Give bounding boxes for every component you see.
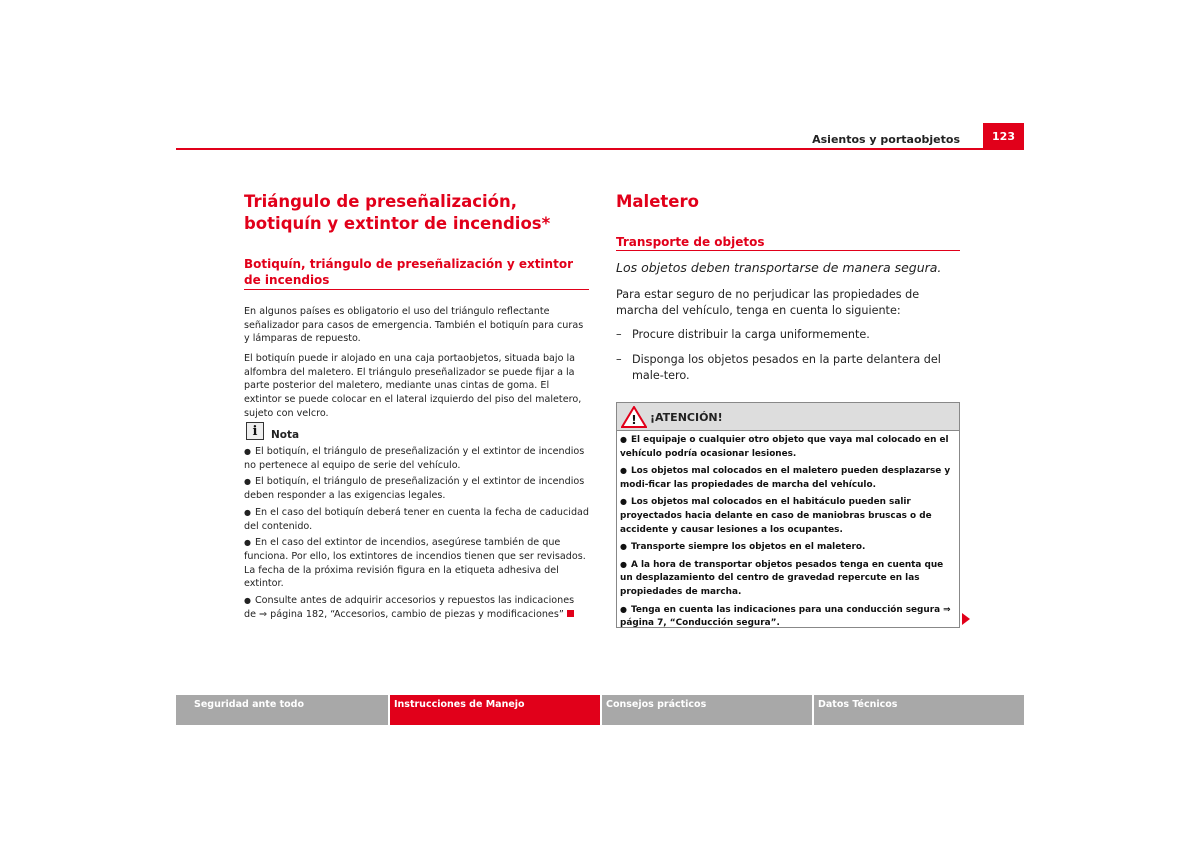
warning-list xyxy=(620,433,956,634)
warning-triangle-icon xyxy=(621,406,647,428)
warning-item: ● Los objetos mal colocados en el habitáculo pueden salir proyectados hacia delante en caso de maniobras bruscas o de accidente y causar lesiones a los ocupantes. xyxy=(620,497,932,535)
tab-datos-tecnicos[interactable]: Datos Técnicos xyxy=(814,695,1024,725)
warning-item: ● A la hora de transportar objetos pesados tenga en cuenta que un desplazamiento del centro de gravedad repercute en las propiedades de marcha. xyxy=(620,559,944,597)
tab-consejos[interactable]: Consejos prácticos xyxy=(602,695,812,725)
note-item xyxy=(244,594,589,621)
warning-title: ¡ATENCIÓN! xyxy=(650,411,723,424)
section-subtitle: Transporte de objetos xyxy=(616,235,765,249)
warning-box xyxy=(616,402,960,628)
svg-text:!: ! xyxy=(631,413,637,427)
warning-item xyxy=(620,603,956,631)
header-rule xyxy=(176,148,1024,150)
warning-header xyxy=(617,403,959,431)
subtitle-rule xyxy=(244,289,589,290)
subtitle-rule xyxy=(616,250,960,251)
section-end-marker xyxy=(567,610,574,617)
dash-marker: – xyxy=(616,353,622,366)
note-item: ● El botiquín, el triángulo de preseñalización y el extintor de incendios deben responder a las exigencias legales. xyxy=(244,476,585,502)
note-item: ● En el caso del extintor de incendios, asegúrese también de que funciona. Por ello, los extintores de incendios tienen que ser revisados. La fecha de la próxima revisión figura en la etiqueta adhesiva del extintor. xyxy=(244,537,586,590)
bullet-icon: ● xyxy=(620,542,627,552)
info-icon: i xyxy=(246,422,264,440)
running-header-title: Asientos y portaobjetos xyxy=(812,133,960,146)
warning-item: ● El equipaje o cualquier otro objeto que vaya mal colocado en el vehículo podría ocasionar lesiones. xyxy=(620,435,949,459)
bullet-icon: ● xyxy=(620,466,627,476)
bullet-icon: ● xyxy=(244,477,251,487)
section-title: Maletero xyxy=(616,192,699,211)
dash-item: – Procure distribuir la carga uniformemente. xyxy=(616,328,870,341)
bullet-icon: ● xyxy=(620,497,627,507)
note-item: ● El botiquín, el triángulo de preseñalización y el extintor de incendios no pertenece al equipo de serie del vehículo. xyxy=(244,446,585,471)
paragraph: En algunos países es obligatorio el uso del triángulo reflectante señalizador para casos de emergencia. También el botiquín para curas y lámparas de repuesto. xyxy=(244,306,584,345)
bullet-icon: ● xyxy=(244,447,251,456)
bullet-icon: ● xyxy=(244,507,251,517)
section-subtitle: Botiquín, triángulo de preseñalización y extintor de incendios xyxy=(244,257,573,287)
cross-reference-link[interactable]: Tenga en cuenta las indicaciones para una conducción segura ⇒ página 7, “Conducción segura”. xyxy=(620,604,951,629)
dash-marker: – xyxy=(616,328,622,341)
note-list xyxy=(244,445,589,624)
dash-item: – Disponga los objetos pesados en la parte delantera del male-tero. xyxy=(616,353,941,382)
tab-seguridad[interactable]: Seguridad ante todo xyxy=(176,695,388,725)
note-item: ● En el caso del botiquín deberá tener en cuenta la fecha de caducidad del contenido. xyxy=(244,506,590,532)
paragraph: El botiquín puede ir alojado en una caja portaobjetos, situada bajo la alfombra del maletero. El triángulo preseñalizador se puede fijar a la parte posterior del maletero, mediante unas cintas de goma. El extintor se puede colocar en el lateral izquierdo del piso del maletero, sujeto con velcro. xyxy=(244,353,582,419)
bullet-icon: ● xyxy=(620,435,627,444)
paragraph: Para estar seguro de no perjudicar las propiedades de marcha del vehículo, tenga en cuenta lo siguiente: xyxy=(616,288,920,317)
warning-item: ● Los objetos mal colocados en el maletero pueden desplazarse y modi-ficar las propiedades de marcha del vehículo. xyxy=(620,466,951,490)
section-title: Triángulo de preseñalización, botiquín y extintor de incendios* xyxy=(244,192,551,233)
lead-text: Los objetos deben transportarse de manera segura. xyxy=(616,260,942,275)
continue-arrow-icon xyxy=(962,613,970,625)
note-title: Nota xyxy=(271,429,300,441)
bullet-icon: ● xyxy=(620,604,627,614)
warning-item: ● Transporte siempre los objetos en el maletero. xyxy=(620,542,866,553)
bullet-icon: ● xyxy=(620,559,627,569)
bullet-icon: ● xyxy=(244,538,251,548)
cross-reference-link[interactable]: Consulte antes de adquirir accesorios y repuestos las indicaciones de ⇒ página 182, “Accesorios, cambio de piezas y modificaciones” xyxy=(244,595,575,620)
bullet-icon: ● xyxy=(244,596,251,606)
page-number: 123 xyxy=(983,123,1024,149)
tab-instrucciones-active[interactable]: Instrucciones de Manejo xyxy=(390,695,600,725)
